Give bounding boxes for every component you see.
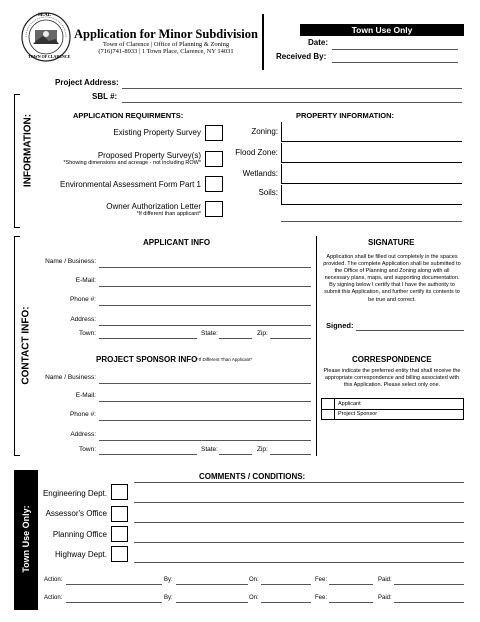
applicant-address-label: Address: xyxy=(70,316,96,323)
applicant-name-label: Name / Business: xyxy=(45,258,96,265)
town-use-only-text: Town Use Only xyxy=(351,25,413,35)
header-divider xyxy=(262,14,264,70)
sponsor-state-field[interactable] xyxy=(219,454,252,455)
applicant-town-field[interactable] xyxy=(99,338,197,339)
dept-engineering-label: Engineering Dept. xyxy=(42,489,107,498)
paid-1-label: Paid: xyxy=(378,577,392,583)
sponsor-name-label: Name / Business: xyxy=(45,374,96,381)
received-by-field[interactable] xyxy=(332,62,458,63)
comments-line-2[interactable] xyxy=(134,502,464,503)
req-proposed-survey-note: *Showing dimensions and acreage - not including ROW* xyxy=(63,160,201,166)
req-owner-authorization-note: *If different than applicant* xyxy=(136,211,201,217)
comments-line-4[interactable] xyxy=(134,542,464,543)
date-field[interactable] xyxy=(332,49,458,50)
seal-bottom-text: TOWN OF CLARENCE xyxy=(28,54,71,59)
by-2-field[interactable] xyxy=(176,602,248,603)
dept-highway-checkbox[interactable] xyxy=(111,546,128,562)
paid-2-field[interactable] xyxy=(394,602,464,603)
signature-header: SIGNATURE xyxy=(368,238,415,247)
option-sponsor-checkbox[interactable] xyxy=(322,410,335,421)
dept-planning-label: Planning Office xyxy=(52,530,107,539)
fee-2-label: Fee: xyxy=(315,595,328,601)
soils-field[interactable] xyxy=(281,185,462,205)
project-address-label: Project Address: xyxy=(55,78,119,87)
req-environmental-label: Environmental Assessment Form Part 1 xyxy=(60,180,201,189)
options-separator xyxy=(335,409,464,410)
paid-2-label: Paid: xyxy=(378,595,392,601)
flood-zone-field[interactable] xyxy=(281,143,462,163)
sponsor-town-label: Town: xyxy=(79,446,96,453)
by-2-label: By: xyxy=(164,595,173,601)
town-use-side-label: Town Use Only: xyxy=(21,505,31,573)
sponsor-zip-label: Zip: xyxy=(257,446,268,453)
contact-side-label: CONTACT INFO: xyxy=(20,306,32,385)
contact-divider xyxy=(316,236,317,456)
applicant-zip-field[interactable] xyxy=(270,338,311,339)
flood-zone-label: Flood Zone: xyxy=(235,148,278,157)
by-1-field[interactable] xyxy=(176,584,248,585)
sponsor-state-label: State: xyxy=(201,446,218,453)
correspondence-instructions: Please indicate the preferred entity that shall receive the appropriate correspondence and billing associated with this Application. Please select only one. xyxy=(323,368,461,388)
form-subtitle-office: Town of Clarence | Office of Planning & Zoning xyxy=(102,41,230,48)
contact-bracket xyxy=(14,236,20,456)
req-owner-authorization-checkbox[interactable] xyxy=(205,201,223,217)
soils-label: Soils: xyxy=(258,188,278,197)
req-proposed-survey-label: Proposed Property Survey(s) xyxy=(97,151,201,160)
information-bracket xyxy=(14,94,20,228)
action-2-field[interactable] xyxy=(66,602,162,603)
sponsor-phone-field[interactable] xyxy=(99,420,311,421)
project-sponsor-note: *If Different Than Applicant* xyxy=(197,357,253,362)
application-requirements-header: APPLICATION REQUIRMENTS: xyxy=(73,111,184,120)
req-existing-survey-checkbox[interactable] xyxy=(205,125,223,141)
action-2-label: Action: xyxy=(44,595,63,601)
paid-1-field[interactable] xyxy=(394,584,464,585)
on-1-label: On: xyxy=(249,577,259,583)
sponsor-address-label: Address: xyxy=(70,431,96,438)
town-seal-icon xyxy=(21,12,71,62)
action-1-label: Action: xyxy=(44,577,63,583)
dept-engineering-checkbox[interactable] xyxy=(111,484,128,500)
sponsor-zip-field[interactable] xyxy=(270,454,311,455)
correspondence-header: CORRESPONDENCE xyxy=(352,355,432,364)
on-2-label: On: xyxy=(249,595,259,601)
req-proposed-survey-checkbox[interactable] xyxy=(205,151,223,167)
applicant-email-label: E-Mail: xyxy=(75,277,96,284)
sponsor-town-field[interactable] xyxy=(99,454,197,455)
sbl-field[interactable] xyxy=(122,102,462,103)
signature-instructions: Application shall be filled out completely in the spaces provided. The complete Application shall be submitted to the Office of Planning and Zoning along with all necessary plans, maps, and supporting documentation. By signing below I certify that I have the authority to submit this Application, and further certify its contents to be true and correct. xyxy=(323,254,461,303)
req-owner-authorization-label: Owner Authorization Letter xyxy=(106,202,201,211)
sponsor-email-field[interactable] xyxy=(99,401,311,402)
req-existing-survey-label: Existing Property Survey xyxy=(113,128,201,137)
zoning-label: Zoning: xyxy=(251,127,278,136)
applicant-info-header: APPLICANT INFO xyxy=(143,238,211,247)
comments-line-1[interactable] xyxy=(134,482,464,483)
option-applicant-label: Applicant xyxy=(338,401,361,407)
on-2-field[interactable] xyxy=(261,602,311,603)
option-applicant-checkbox[interactable] xyxy=(322,399,335,410)
wetlands-label: Wetlands: xyxy=(242,169,278,178)
form-subtitle-contact: (716)741-8933 | 1 Town Place, Clarence, NY 14031 xyxy=(98,48,234,55)
date-label: Date: xyxy=(308,38,329,47)
fee-1-field[interactable] xyxy=(329,584,373,585)
applicant-state-field[interactable] xyxy=(219,338,252,339)
by-1-label: By: xyxy=(164,577,173,583)
applicant-email-field[interactable] xyxy=(99,286,311,287)
project-sponsor-header: PROJECT SPONSOR INFO xyxy=(96,355,198,364)
information-side-label: INFORMATION: xyxy=(22,113,34,188)
fee-1-label: Fee: xyxy=(315,577,328,583)
comments-line-5[interactable] xyxy=(134,562,464,563)
option-sponsor-label: Project Sponsor xyxy=(338,411,378,417)
applicant-phone-field[interactable] xyxy=(99,305,311,306)
property-extra-line[interactable] xyxy=(281,221,462,222)
project-address-field[interactable] xyxy=(122,88,462,89)
sponsor-email-label: E-Mail: xyxy=(75,392,96,399)
comments-line-3[interactable] xyxy=(134,522,464,523)
received-by-label: Received By: xyxy=(276,52,327,61)
signed-label: Signed: xyxy=(326,321,354,330)
fee-2-field[interactable] xyxy=(329,602,373,603)
sponsor-name-field[interactable] xyxy=(99,383,311,384)
dept-planning-checkbox[interactable] xyxy=(111,526,128,542)
sponsor-phone-label: Phone #: xyxy=(69,411,96,418)
seal-top-text: SEAL xyxy=(38,13,52,18)
req-environmental-checkbox[interactable] xyxy=(205,176,223,192)
applicant-town-label: Town: xyxy=(79,330,96,337)
applicant-state-label: State: xyxy=(201,330,218,337)
dept-assessor-checkbox[interactable] xyxy=(111,506,128,522)
dept-assessor-label: Assessor's Office xyxy=(45,509,107,518)
form-title: Application for Minor Subdivision xyxy=(74,27,258,41)
wetlands-field[interactable] xyxy=(281,164,462,184)
property-information-header: PROPERTY INFORMATION: xyxy=(296,111,395,120)
sponsor-address-field[interactable] xyxy=(99,440,311,441)
applicant-name-field[interactable] xyxy=(99,267,311,268)
on-1-field[interactable] xyxy=(261,584,311,585)
dept-highway-label: Highway Dept. xyxy=(54,550,107,559)
applicant-phone-label: Phone #: xyxy=(69,296,96,303)
applicant-zip-label: Zip: xyxy=(257,330,268,337)
correspondence-options xyxy=(321,398,464,420)
sbl-label: SBL #: xyxy=(92,92,118,101)
zoning-field[interactable] xyxy=(281,122,462,142)
comments-header: COMMENTS / CONDITIONS: xyxy=(199,472,306,481)
signature-field[interactable] xyxy=(356,330,464,331)
applicant-address-field[interactable] xyxy=(99,325,311,326)
action-1-field[interactable] xyxy=(66,584,162,585)
town-use-only-banner xyxy=(300,24,464,36)
